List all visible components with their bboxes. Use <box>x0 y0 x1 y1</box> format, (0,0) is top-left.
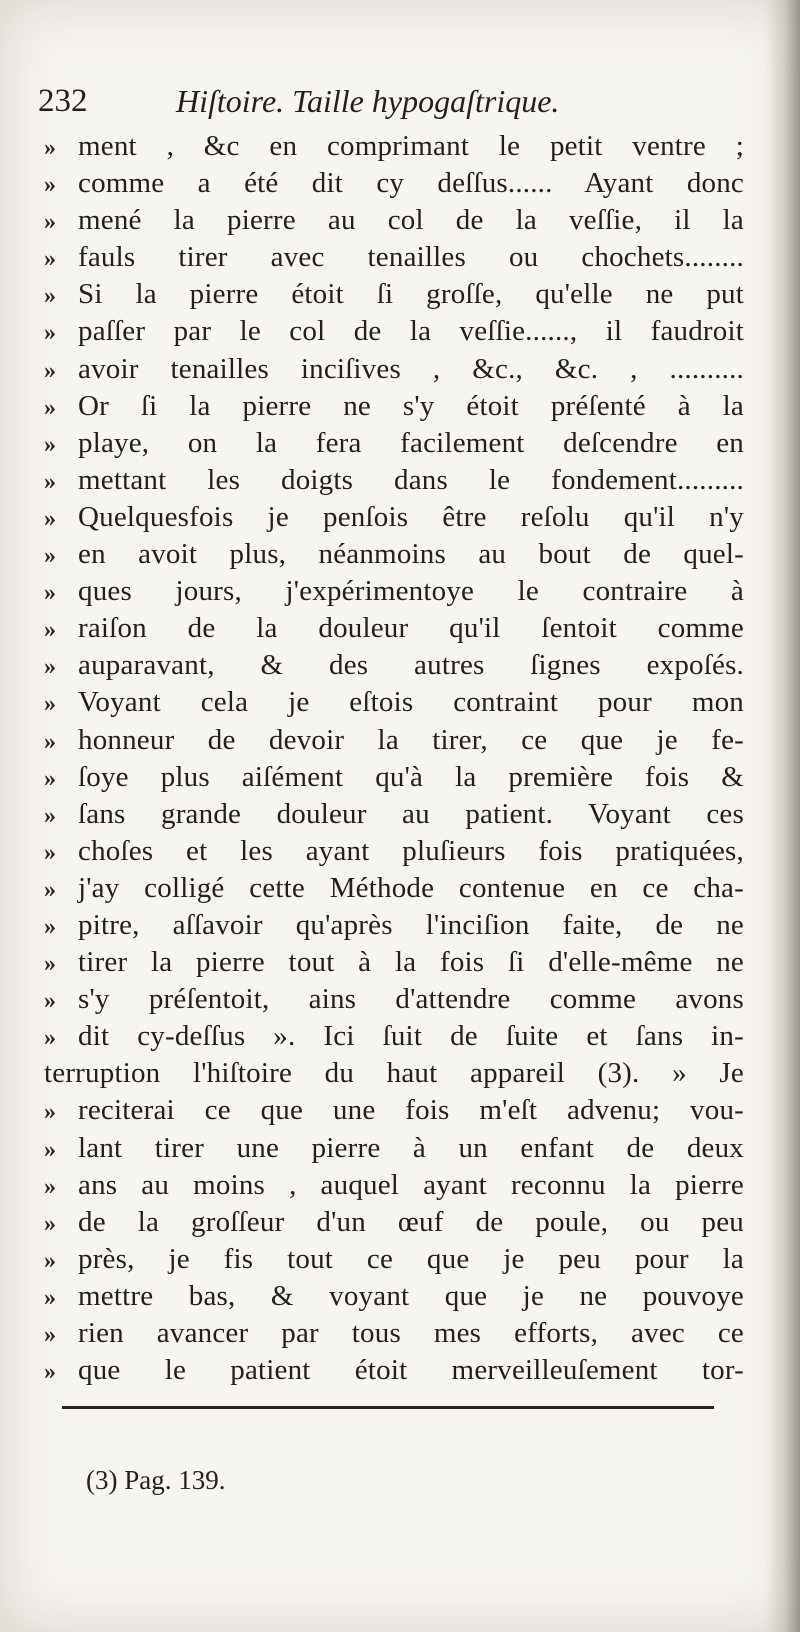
line-text: près, je fis tout ce que je peu pour la <box>78 1242 744 1275</box>
line-text: mené la pierre au col de la veſſie, il la <box>78 204 744 237</box>
text-line <box>44 388 744 425</box>
quote-mark: » <box>44 320 56 347</box>
text-line <box>44 1241 744 1278</box>
quote-mark: » <box>44 283 56 310</box>
text-line <box>44 128 744 165</box>
quote-mark: » <box>44 617 56 644</box>
line-text: lant tirer une pierre à un enfant de deux <box>78 1131 744 1164</box>
quote-mark: » <box>44 1136 56 1163</box>
quote-mark: » <box>44 1025 56 1052</box>
text-line <box>44 759 744 796</box>
quote-mark: » <box>44 691 56 718</box>
text-line <box>44 870 744 907</box>
page-number: 232 <box>38 83 88 119</box>
line-text: Or ſi la pierre ne s'y étoit préſenté à la <box>78 389 744 422</box>
line-text: que le patient étoit merveilleuſement tor- <box>78 1354 744 1387</box>
text-line <box>44 1204 744 1241</box>
quote-mark: » <box>44 876 56 903</box>
quote-mark: » <box>44 951 56 978</box>
quote-mark: » <box>44 654 56 681</box>
page-edge-shadow <box>766 0 800 1632</box>
quote-mark: » <box>44 246 56 273</box>
text-line <box>44 1092 744 1129</box>
text-line <box>44 313 744 350</box>
line-text: Quelquesfois je penſois être reſolu qu'il n'y <box>78 500 744 533</box>
quote-mark: » <box>44 172 56 199</box>
page-body-text <box>44 128 744 1389</box>
text-line <box>44 647 744 684</box>
quote-mark: » <box>44 468 56 495</box>
quote-mark: » <box>44 209 56 236</box>
text-line <box>44 907 744 944</box>
line-text: fauls tirer avec tenailles ou chochets........ <box>78 241 744 274</box>
text-line <box>44 202 744 239</box>
quote-mark: » <box>44 543 56 570</box>
text-line <box>44 944 744 981</box>
quote-mark: » <box>44 580 56 607</box>
line-text: mettre bas, & voyant que je ne pouvoye <box>78 1279 744 1312</box>
page-header <box>38 76 758 126</box>
quote-mark: » <box>44 1247 56 1274</box>
text-line <box>44 722 744 759</box>
text-line <box>44 1130 744 1167</box>
text-line <box>44 573 744 610</box>
quote-mark: » <box>44 765 56 792</box>
text-line <box>44 981 744 1018</box>
line-text: ſans grande douleur au patient. Voyant ces <box>78 797 744 830</box>
line-text: ans au moins , auquel ayant reconnu la pierre <box>78 1168 744 1201</box>
text-line <box>44 1167 744 1204</box>
line-text: ſoye plus aiſément qu'à la première fois & <box>78 760 744 793</box>
line-text: comme a été dit cy deſſus...... Ayant donc <box>78 167 744 200</box>
text-line <box>44 1315 744 1352</box>
line-text: raiſon de la douleur qu'il ſentoit comme <box>78 612 744 645</box>
line-text: Voyant cela je eſtois contraint pour mon <box>78 686 744 719</box>
line-text: terruption l'hiſtoire du haut appareil (3). » Je <box>44 1057 744 1090</box>
quote-mark: » <box>44 431 56 458</box>
line-text: s'y préſentoit, ains d'attendre comme avons <box>78 983 744 1016</box>
text-line <box>44 1278 744 1315</box>
line-text: pitre, aſſavoir qu'après l'inciſion faite, de ne <box>78 908 744 941</box>
line-text: honneur de devoir la tirer, ce que je fe- <box>78 723 744 756</box>
line-text: auparavant, & des autres ſignes expoſés. <box>78 649 744 682</box>
text-line <box>44 796 744 833</box>
line-text: rien avancer par tous mes efforts, avec ce <box>78 1317 744 1349</box>
line-text: reciterai ce que une fois m'eſt advenu; vou- <box>78 1094 744 1127</box>
text-line <box>44 833 744 870</box>
line-text: Si la pierre étoit ſi groſſe, qu'elle ne put <box>78 278 744 311</box>
quote-mark: » <box>44 913 56 940</box>
quote-mark: » <box>44 802 56 829</box>
text-line <box>44 610 744 647</box>
quote-mark: » <box>44 1284 56 1311</box>
line-text: j'ay colligé cette Méthode contenue en ce cha- <box>78 871 744 904</box>
quote-mark: » <box>44 357 56 384</box>
text-line <box>44 684 744 721</box>
quote-mark: » <box>44 394 56 421</box>
text-line <box>44 351 744 388</box>
quote-mark: » <box>44 1173 56 1200</box>
line-text: choſes et les ayant pluſieurs fois pratiquées, <box>78 834 744 867</box>
quote-mark: » <box>44 505 56 532</box>
line-text: paſſer par le col de la veſſie......, il faudroit <box>78 315 744 348</box>
quote-mark: » <box>44 728 56 755</box>
text-line <box>44 425 744 462</box>
quote-mark: » <box>44 1099 56 1126</box>
quote-mark: » <box>44 1210 56 1237</box>
quote-mark: » <box>44 839 56 866</box>
text-line <box>44 165 744 202</box>
line-text: playe, on la fera facilement deſcendre en <box>78 426 744 459</box>
text-line <box>44 239 744 276</box>
quote-mark: » <box>44 1359 56 1386</box>
quote-mark: » <box>44 135 56 161</box>
line-text: avoir tenailles inciſives , &c., &c. , .......... <box>78 352 744 385</box>
text-line <box>44 1055 744 1092</box>
line-text: ques jours, j'expérimentoye le contraire à <box>78 575 744 608</box>
text-line <box>44 1018 744 1055</box>
line-text: mettant les doigts dans le fondement......... <box>78 463 744 496</box>
quote-mark: » <box>44 988 56 1015</box>
line-text: dit cy-deſſus ». Ici ſuit de ſuite et ſans in- <box>78 1020 744 1053</box>
line-text: tirer la pierre tout à la fois ſi d'elle-même ne <box>78 946 744 979</box>
line-text: en avoit plus, néanmoins au bout de quel- <box>78 538 744 571</box>
footnote: (3) Pag. 139. <box>86 1465 226 1495</box>
footnote-rule <box>62 1406 714 1409</box>
text-line <box>44 536 744 573</box>
running-title: Hiſtoire. Taille hypogaſtrique. <box>176 83 560 119</box>
line-text: de la groſſeur d'un œuf de poule, ou peu <box>78 1205 744 1238</box>
text-line <box>44 1352 744 1389</box>
text-line <box>44 276 744 313</box>
text-line <box>44 499 744 536</box>
quote-mark: » <box>44 1322 56 1348</box>
line-text: ment , &c en comprimant le petit ventre ; <box>78 130 744 162</box>
text-line <box>44 462 744 499</box>
